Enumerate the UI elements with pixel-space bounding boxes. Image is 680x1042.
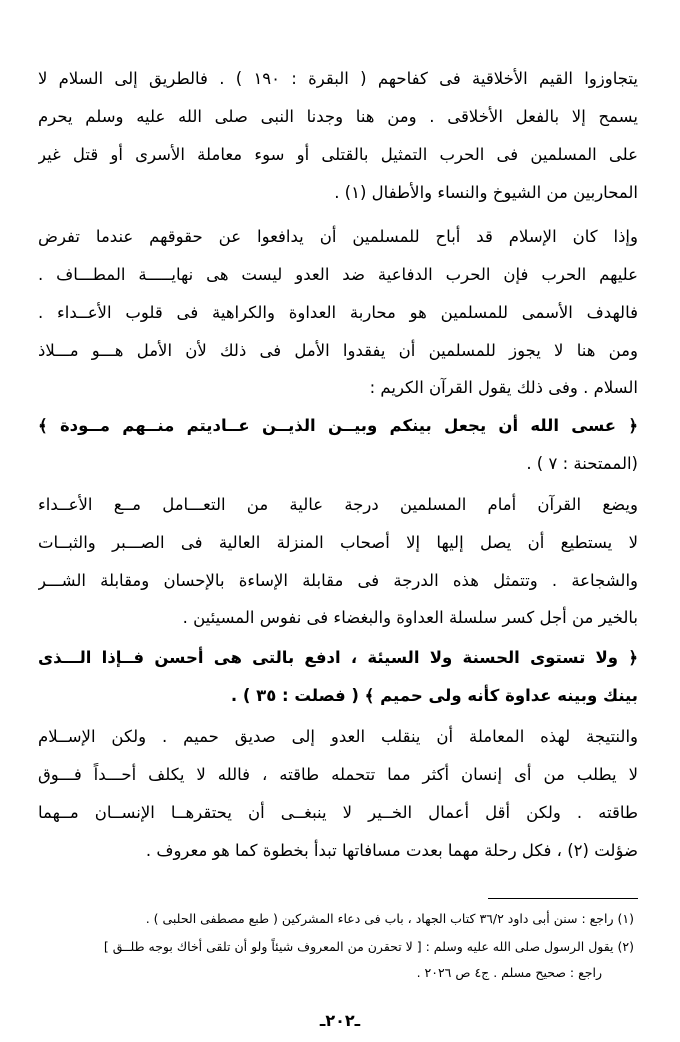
quran-verse-1: ﴿ عسى الله أن يجعل بينكم وبيــن الذيــن عــاديتم منــهم مــودة ﴾ [38, 416, 638, 435]
body-line-15: بالخير من أجل كسر سلسلة العداوة والبغضاء فى نفوس المسيئين . [182, 608, 638, 627]
body-line-13: لا يستطيع أن يصل إليها إلا أصحاب المنزلة العالية فى الصـــبر والثبــات [38, 533, 638, 552]
body-line-9: السلام . وفى ذلك يقول القرآن الكريم : [369, 378, 638, 397]
body-line-12: ويضع القرآن أمام المسلمين درجة عالية من التعـــامل مــع الأعــداء [38, 495, 638, 514]
body-line-19: لا يطلب من أى إنسان أكثر مما تتحمله طاقته ، فالله لا يكلف أحـــداً فـــوق [38, 765, 638, 784]
body-line-5: وإذا كان الإسلام قد أباح للمسلمين أن يدافعوا عن حقوقهم عندما تفرض [38, 227, 638, 246]
page-number: ـ٢٠٢ـ [319, 1011, 361, 1030]
body-line-21: ضؤلت (٢) ، فكل رحلة مهما بعدت مسافاتها تبدأ بخطوة كما هو معروف . [145, 841, 638, 860]
quran-verse-2-line-2: بينك وبينه عداوة كأنه ولى حميم ﴾ ( فصلت : ٣٥ ) . [230, 686, 638, 705]
body-line-8: ومن هنا لا يجوز للمسلمين أن يفقدوا الأمل فى ذلك لأن الأمل هـــو مـــلاذ [38, 341, 638, 360]
body-line-4: المحاربين من الشيوخ والنساء والأطفال (١) . [334, 183, 638, 202]
body-line-20: طاقته . ولكن أقل أعمال الخــير لا ينبغــى أن يحتقرهــا الإنســان مــهما [38, 803, 638, 822]
quran-verse-2-line-1: ﴿ ولا تستوى الحسنة ولا السيئة ، ادفع بالتى هى أحسن فــإذا الـــذى [38, 648, 638, 667]
body-line-18: والنتيجة لهذه المعاملة أن ينقلب العدو إلى صديق حميم . ولكن الإســلام [38, 727, 638, 746]
body-line-2: يسمح إلا بالفعل الأخلاقى . ومن هنا وجدنا النبى صلى الله عليه وسلم يحرم [38, 107, 638, 126]
verse-reference-1: (الممتحنة : ٧ ) . [526, 454, 638, 473]
footnote-2-continuation: راجع : صحيح مسلم . ج٤ ص ٢٠٢٦ . [416, 965, 602, 980]
body-line-14: والشجاعة . وتتمثل هذه الدرجة فى مقابلة الإساءة بالإحسان ومقابلة الشـــر [38, 571, 638, 590]
body-line-3: على المسلمين فى الحرب التمثيل بالقتلى أو سوء معاملة الأسرى أو قتل غير [38, 145, 638, 164]
body-line-1: يتجاوزوا القيم الأخلاقية فى كفاحهم ( البقرة : ١٩٠ ) . فالطريق إلى السلام لا [38, 69, 638, 88]
footnote-1: (١) راجع : سنن أبى داود ٣٦/٢ كتاب الجهاد ، باب فى دعاء المشركين ( طبع مصطفى الحلبى ) . [145, 911, 634, 926]
footnote-separator [488, 898, 638, 899]
footnote-2: (٢) يقول الرسول صلى الله عليه وسلم : [ لا تحقرن من المعروف شيئاً ولو أن تلقى أخاك بوجه طلــق ] [103, 939, 634, 954]
body-line-6: عليهم الحرب فإن الحرب الدفاعية ضد العدو ليست هى نهايـــــة المطـــاف . [38, 265, 638, 284]
body-line-7: فالهدف الأسمى للمسلمين هو محاربة العداوة والكراهية فى قلوب الأعــداء . [38, 303, 638, 322]
